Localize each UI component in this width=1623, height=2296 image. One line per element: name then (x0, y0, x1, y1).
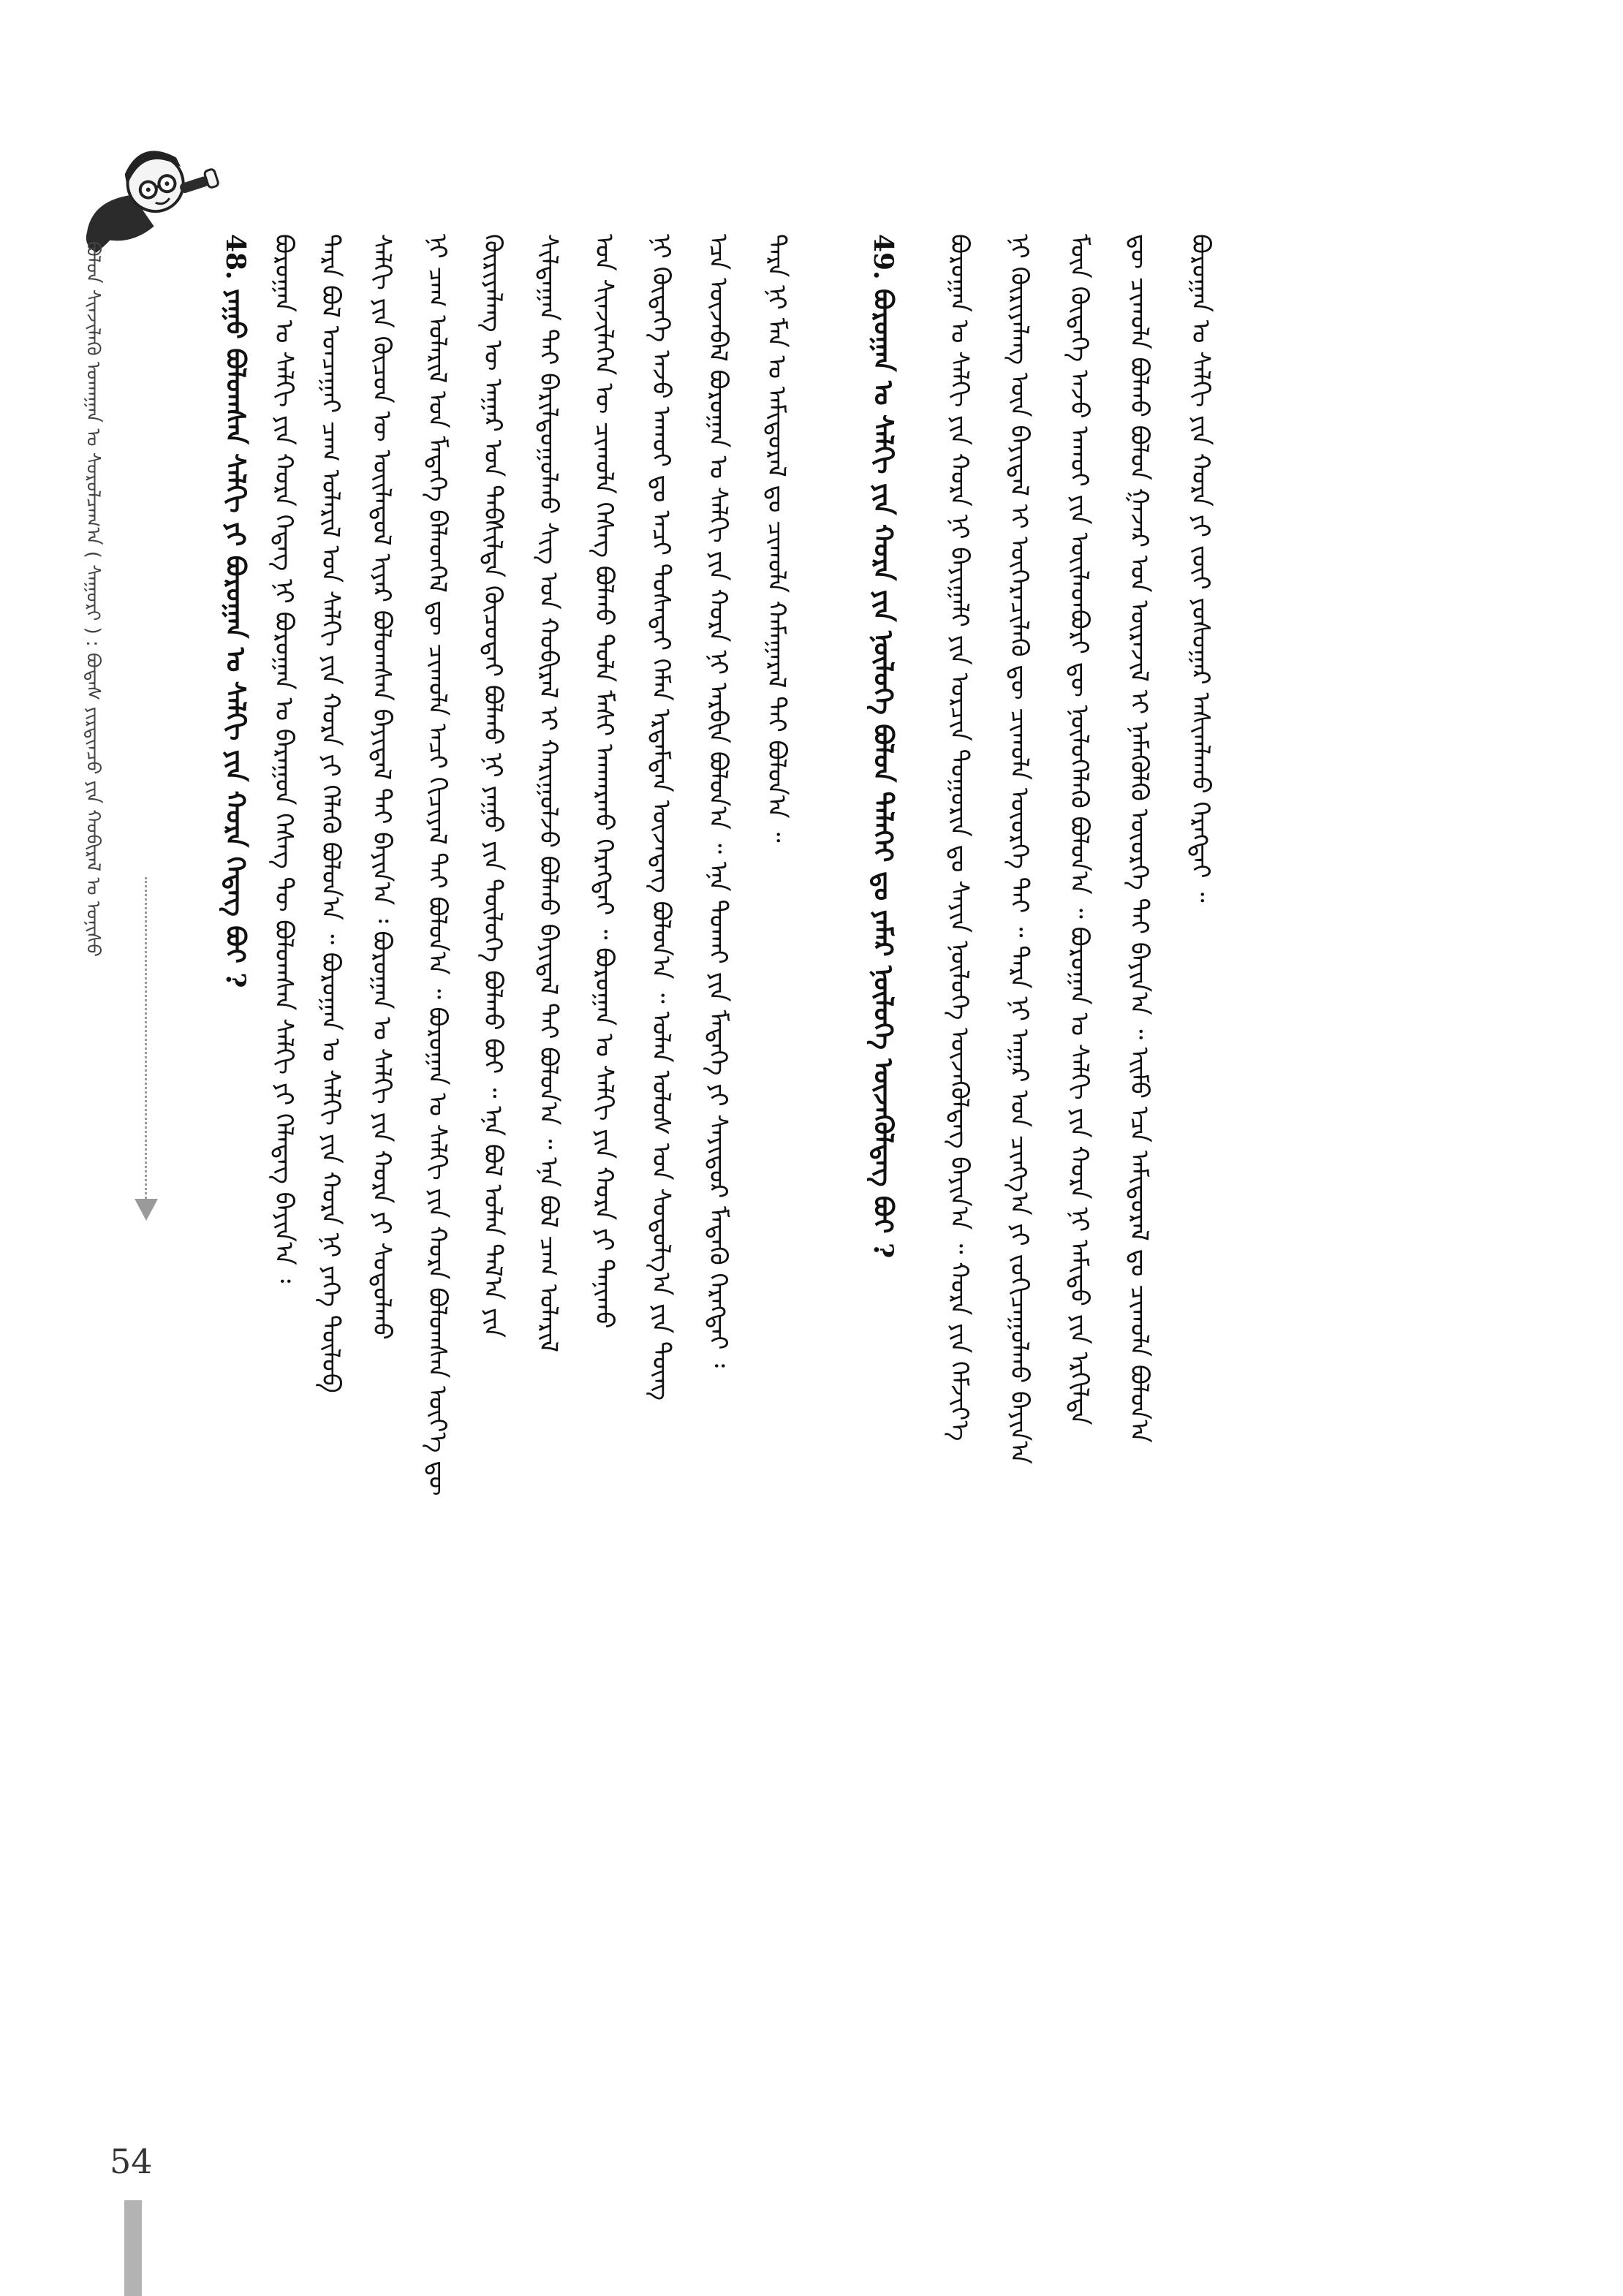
body-text-column: ᠨᠢ ᠬᠦᠷᠢᠶᠡᠯᠡᠩ ᠦᠨ ᠪᠠᠶᠢᠳᠠᠯ ᠢ ᠥᠭᠡᠷᠡᠴᠢᠯᠡᠬᠦ ᠳᠦ ᠴᠢᠬᠤᠯᠠ ᠦᠦᠷᠭᠡ ᠲᠠᠢ ᠃ ᠲᠡᠷᠡ ᠨᠢ ᠠᠭᠠᠷ ᠤᠨ ᠴᠢᠩᠭ᠎ᠠ ᠶᠢ ᠵᠣᠬᠢᠴᠠᠭᠤᠯᠬᠤ ᠪᠠᠶᠢᠨ᠎ᠠ (1005, 234, 1034, 1464)
body-text-column: ᠤᠨ ᠰᠢᠨᠵᠢᠯᠡᠭᠡᠨ ᠦ ᠴᠢᠬᠤᠯᠠ ᠬᠡᠰᠡᠭ ᠪᠣᠯᠬᠤ ᠲᠤᠯᠠ ᠮᠠᠰᠢ ᠠᠨᠬᠠᠷᠬᠤ ᠬᠡᠷᠡᠭᠲᠡᠢ ᠃ ᠪᠣᠷᠤᠭᠠᠨ ᠤ ᠰᠠᠯᠬᠢ ᠶᠢᠨ ᠬᠤᠷᠠ ᠶᠢ ᠲᠠᠨᠢᠬᠤ (589, 234, 618, 1329)
body-text-column: ᠪᠣᠷᠤᠭᠠᠨ ᠤ ᠰᠠᠯᠬᠢ ᠶᠢᠨ ᠬᠤᠷᠠ ᠭᠡᠳᠡᠭ ᠨᠢ ᠪᠣᠷᠤᠭᠠᠨ ᠤ ᠪᠠᠷᠠᠭᠤᠨ ᠬᠡᠰᠡᠭ ᠲᠦ ᠪᠣᠯᠤᠭᠰᠠᠨ ᠰᠠᠯᠬᠢ ᠶᠢ ᠬᠡᠯᠡᠳᠡᠭ ᠪᠠᠶᠢᠨ᠎ᠠ ᠄ (269, 234, 298, 1284)
body-text-column: ᠲᠡᠷᠡ ᠨᠢ ᠮᠠᠨ ᠤ ᠠᠮᠢᠳᠤᠷᠠᠯ ᠳᠤ ᠴᠢᠬᠤᠯᠠ ᠬᠠᠮᠠᠭᠠᠷᠠᠯ ᠲᠠᠢ ᠪᠣᠯᠤᠨ᠎ᠠ ᠃ (762, 234, 791, 843)
body-text-column: ᠪᠣᠷᠤᠭᠠᠨ ᠤ ᠰᠠᠯᠬᠢ ᠶᠢᠨ ᠬᠤᠷᠠ ᠶᠢ ᠵᠦᠢ ᠶᠣᠰᠣᠭᠠᠷ ᠠᠰᠢᠭᠯᠠᠬᠤ ᠬᠡᠷᠡᠭᠲᠡᠢ ᠃ (1186, 234, 1215, 903)
body-text-column: ᠲᠡᠷᠡ ᠪᠣᠯ ᠣᠨᠴᠠᠭᠠᠢ ᠴᠠᠭ ᠤᠯᠠᠷᠢᠯ ᠤᠨ ᠰᠠᠯᠬᠢ ᠶᠢᠨ ᠬᠤᠷᠠ ᠶᠢ ᠬᠡᠯᠡᠬᠦ ᠪᠣᠯᠤᠨ᠎ᠠ ᠃ ᠪᠣᠷᠤᠭᠠᠨ ᠤ ᠰᠠᠯᠬᠢ ᠶᠢᠨ ᠬᠤᠷᠠ ᠨᠢ ᠶᠡᠬᠡ ᠲᠥᠯᠥᠪ (316, 234, 345, 1393)
body-text-column: ᠰᠠᠯᠬᠢ ᠶᠢᠨ ᠬᠦᠴᠦᠨ ᠦ ᠦᠢᠯᠡᠳᠦᠯ ᠢᠶᠡᠷ ᠪᠣᠯᠤᠭᠰᠠᠨ ᠪᠠᠶᠢᠳᠠᠯ ᠲᠠᠢ ᠪᠠᠶᠢᠨ᠎ᠠ ᠄ ᠪᠣᠷᠤᠭᠠᠨ ᠤ ᠰᠠᠯᠬᠢ ᠶᠢᠨ ᠬᠤᠷᠠ ᠶᠢ ᠰᠤᠳᠤᠯᠬᠤ (367, 234, 396, 1340)
running-header: ᠪᠣᠯᠤᠨ ᠰᠢᠨᠵᠢᠯᠡᠬᠦ ᠤᠬᠠᠭᠠᠨ ᠤ ᠰᠤᠷᠤᠯᠴᠠᠭ᠎ᠠ ( ᠰᠠᠭᠤᠷᠢ ) : ᠪᠣᠳᠠᠰ ᠶᠢᠷᠲᠢᠨᠴᠦ ᠶᠢᠨ ᠬᠤᠪᠢᠷᠠᠯ ᠤ ᠣᠨᠢᠰᠤ (82, 241, 104, 957)
body-text-column: ᠪᠣᠷᠤᠭᠠᠨ ᠤ ᠰᠠᠯᠬᠢ ᠶᠢᠨ ᠬᠤᠷᠠ ᠨᠢ ᠪᠠᠶᠢᠭᠠᠯᠢ ᠶᠢᠨ ᠣᠷᠴᠢᠨ ᠲᠣᠭᠣᠷᠢᠨ ᠳᠤ ᠰᠠᠶᠢᠨ ᠨᠥᠯᠥᠭᠡ ᠦᠵᠡᠭᠦᠯᠳᠡᠭ ᠪᠠᠶᠢᠨ᠎ᠠ ᠃ ᠬᠤᠷᠠ ᠶᠢᠨ ᠬᠡᠮᠵᠢᠶ᠎ᠡ (945, 234, 974, 1441)
body-text-column: ᠳᠦ ᠴᠢᠬᠤᠯᠠ ᠪᠣᠯᠬᠤ ᠪᠣᠯᠤᠨ ᠭᠠᠵᠠᠷ ᠤᠨ ᠦᠷᠡᠵᠢᠯ ᠢ ᠨᠡᠮᠡᠭᠦᠯᠬᠦ ᠦᠦᠷᠭᠡ ᠲᠠᠢ ᠪᠠᠶᠢᠨ᠎ᠠ ᠃ ᠡᠢᠮᠦ ᠡᠴᠡ ᠠᠮᠢᠳᠤᠷᠠᠯ ᠳᠤ ᠴᠢᠬᠤᠯᠠ ᠪᠣᠯᠤᠨ᠎ᠠ (1124, 234, 1154, 1443)
arrow-down-icon (135, 1199, 158, 1221)
question-48-title: 48. ᠶᠠᠭᠤ ᠪᠣᠯᠤᠭᠰᠠᠨ ᠰᠠᠯᠬᠢ ᠶᠢ ᠪᠣᠷᠤᠭᠠᠨ ᠤ ᠰᠠᠯᠬᠢ ᠶᠢᠨ ᠬᠤᠷᠠ ᠭᠡᠳᠡᠭ ᠪᠤᠢ ? (220, 234, 251, 988)
page-number: 54 (110, 2142, 153, 2181)
page-edge-tab (124, 2200, 142, 2296)
body-text-column: ᠨᠢ ᠴᠠᠭ ᠤᠯᠠᠷᠢᠯ ᠤᠨ ᠮᠡᠳᠡᠭᠡ ᠪᠡᠯᠡᠳᠬᠡᠯ ᠳᠦ ᠴᠢᠬᠤᠯᠠ ᠠᠴᠢ ᠬᠢᠴᠢᠶᠡᠯ ᠲᠠᠢ ᠪᠣᠯᠤᠨ᠎ᠠ ᠃ ᠪᠣᠷᠤᠭᠠᠨ ᠤ ᠰᠠᠯᠬᠢ ᠶᠢᠨ ᠬᠤᠷᠠ ᠪᠣᠯᠤᠭᠰᠠᠨ ᠦᠶ᠎ᠡ ᠳᠦ (423, 234, 452, 1496)
body-text-column: ᠨᠢ ᠬᠥᠳᠡᠭᠡ ᠠᠵᠤ ᠠᠬᠤᠢ ᠳᠤ ᠠᠴᠢ ᠲᠤᠰᠠᠲᠠᠢ ᠬᠡᠮᠡᠨ ᠡᠷᠳᠡᠮᠲᠡᠨ ᠦᠵᠡᠳᠡᠭ ᠪᠣᠯᠤᠨ᠎ᠠ ᠃ ᠣᠯᠠᠨ ᠤᠯᠤᠰ ᠤᠨ ᠰᠤᠳᠤᠯᠭ᠎ᠠ ᠶᠢᠨ ᠳᠦᠩ (646, 234, 676, 1401)
body-text-column: ᠬᠦᠷᠢᠶᠡᠯᠡᠩ ᠦ ᠠᠭᠠᠷ ᠤᠨ ᠳᠡᠪᠰᠢᠯᠲᠡ ᠬᠦᠴᠦᠲᠡᠶ ᠪᠣᠯᠬᠤ ᠨᠢ ᠶᠠᠭᠤ ᠶᠢᠨ ᠲᠥᠯᠥᠭᠡ ᠪᠣᠯᠬᠤ ᠪᠣᠢ ᠃ ᠡᠨᠡ ᠪᠣᠯ ᠣᠯᠠᠨ ᠲᠠᠯ᠎ᠠ ᠶᠢᠨ (478, 234, 507, 1338)
dotted-guide-line (145, 877, 147, 1199)
body-text-column: ᠡᠴᠡ ᠦᠵᠡᠪᠡᠯ ᠪᠣᠷᠤᠭᠠᠨ ᠤ ᠰᠠᠯᠬᠢ ᠶᠢᠨ ᠬᠤᠷᠠ ᠨᠢ ᠠᠷᠪᠢᠨ ᠪᠣᠯᠤᠨ᠎ᠠ ᠃ ᠡᠨᠡ ᠲᠤᠬᠠᠢ ᠶᠢᠨ ᠮᠡᠳᠡᠭᠡ ᠶᠢ ᠰᠠᠶᠢᠲᠤᠷ ᠮᠡᠳᠡᠬᠦ ᠬᠡᠷᠡᠭᠲᠡᠢ ᠄ (703, 234, 733, 1368)
question-49-title: 49. ᠪᠣᠷᠤᠭᠠᠨ ᠤ ᠰᠠᠯᠬᠢ ᠶᠢᠨ ᠬᠤᠷᠠ ᠶᠢᠨ ᠨᠥᠯᠥᠭᠡ ᠪᠣᠯᠤᠨ ᠳᠡᠯᠡᠭᠡᠢ ᠳᠤ ᠶᠠᠮᠠᠷ ᠨᠥᠯᠥᠭᠡ ᠦᠵᠡᠭᠦᠯᠳᠡᠭ ᠪᠤᠢ ? (868, 234, 898, 1259)
body-text-column: ᠮᠥᠨ ᠬᠥᠳᠡᠭᠡ ᠠᠵᠤ ᠠᠬᠤᠢ ᠶᠢᠨ ᠦᠢᠯᠡᠳᠪᠦᠷᠢ ᠳᠦ ᠨᠥᠯᠥᠭᠡᠯᠡᠬᠦ ᠪᠣᠯᠤᠨ᠎ᠠ ᠃ ᠪᠣᠷᠤᠭᠠᠨ ᠤ ᠰᠠᠯᠬᠢ ᠶᠢᠨ ᠬᠤᠷᠠ ᠨᠢ ᠠᠮᠢᠳᠤ ᠶᠢᠨ ᠡᠷᠭᠢᠯᠲᠡ (1064, 234, 1094, 1425)
body-text-column: ᠰᠢᠯᠲᠠᠭᠠᠨ ᠲᠠᠢ ᠪᠠᠷᠢᠯᠳᠤᠭᠤᠯᠬᠤ ᠰᠢᠭ ᠤᠨ ᠬᠤᠪᠢᠷᠠᠯ ᠢ ᠬᠠᠷᠢᠭᠤᠯᠵᠤ ᠪᠣᠯᠬᠤ ᠪᠠᠶᠢᠳᠠᠯ ᠲᠠᠢ ᠪᠣᠯᠤᠨ᠎ᠠ ᠃ ᠡᠨᠡ ᠪᠣᠯ ᠴᠠᠭ ᠤᠯᠠᠷᠢᠯ (534, 234, 563, 1353)
